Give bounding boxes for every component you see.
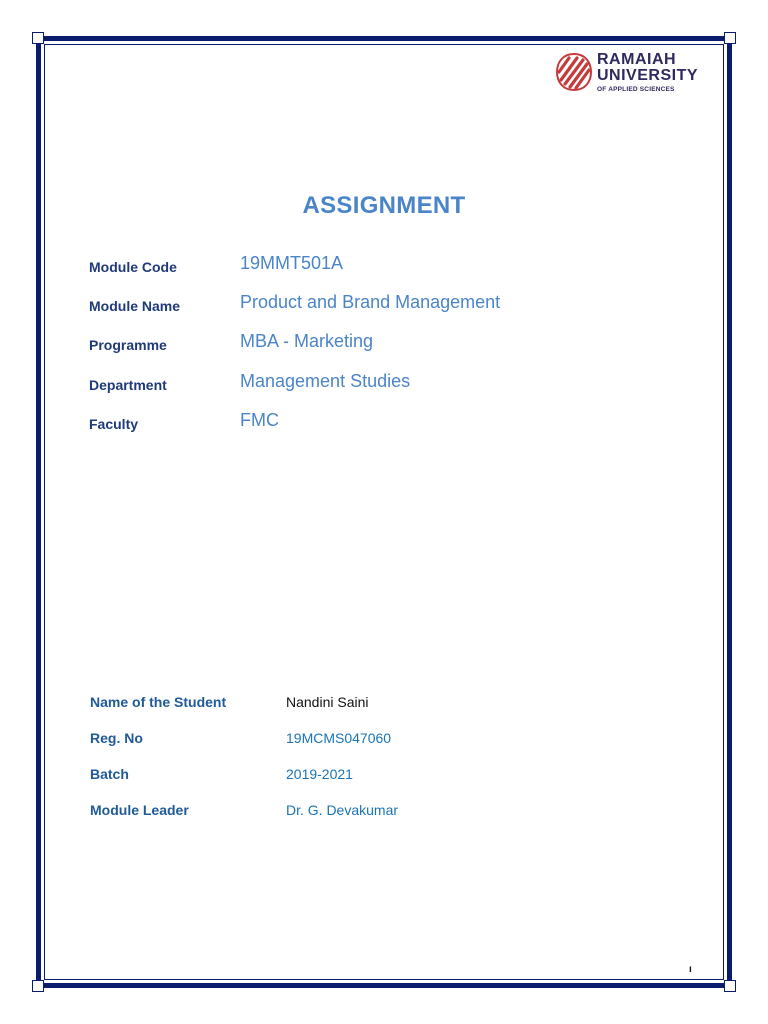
reg-no-label: Reg. No bbox=[90, 730, 143, 746]
batch-row bbox=[90, 766, 690, 786]
department-label: Department bbox=[89, 377, 167, 393]
student-name-label: Name of the Student bbox=[90, 694, 227, 710]
batch-value: 2019-2021 bbox=[286, 766, 353, 782]
faculty-value: FMC bbox=[240, 410, 279, 430]
logo-line-ramaiah: RAMAIAH bbox=[597, 51, 677, 68]
border-corner-bottom-left bbox=[32, 980, 44, 992]
programme-label: Programme bbox=[89, 337, 167, 353]
programme-row bbox=[89, 331, 689, 357]
programme-value: MBA - Marketing bbox=[240, 331, 374, 351]
page-mark: ı bbox=[689, 964, 692, 975]
faculty-label: Faculty bbox=[89, 416, 139, 432]
module-leader-label: Module Leader bbox=[90, 802, 189, 818]
module-name-value: Product and Brand Management bbox=[240, 292, 501, 312]
university-logo-text bbox=[597, 52, 698, 93]
module-code-label: Module Code bbox=[89, 259, 177, 275]
department-row bbox=[89, 371, 689, 397]
university-logo bbox=[555, 50, 715, 96]
university-logo-icon bbox=[555, 52, 593, 92]
border-corner-bottom-right bbox=[724, 980, 736, 992]
module-leader-value: Dr. G. Devakumar bbox=[286, 802, 399, 818]
module-leader-row bbox=[90, 802, 690, 822]
logo-line-applied-sciences: OF APPLIED SCIENCES bbox=[597, 86, 675, 93]
faculty-row bbox=[89, 410, 689, 436]
reg-no-value: 19MCMS047060 bbox=[286, 730, 392, 746]
batch-label: Batch bbox=[90, 766, 129, 782]
student-name-row bbox=[90, 694, 690, 714]
document-title: ASSIGNMENT bbox=[302, 192, 466, 219]
reg-no-row bbox=[90, 730, 690, 750]
student-name-value: Nandini Saini bbox=[286, 694, 369, 710]
page-border-inner bbox=[44, 44, 724, 980]
border-corner-top-left bbox=[32, 32, 44, 44]
logo-line-university: UNIVERSITY bbox=[597, 67, 699, 84]
module-code-row bbox=[89, 253, 689, 279]
module-name-row bbox=[89, 292, 689, 318]
department-value: Management Studies bbox=[240, 371, 411, 391]
border-corner-top-right bbox=[724, 32, 736, 44]
module-name-label: Module Name bbox=[89, 298, 181, 314]
module-code-value: 19MMT501A bbox=[240, 253, 344, 273]
